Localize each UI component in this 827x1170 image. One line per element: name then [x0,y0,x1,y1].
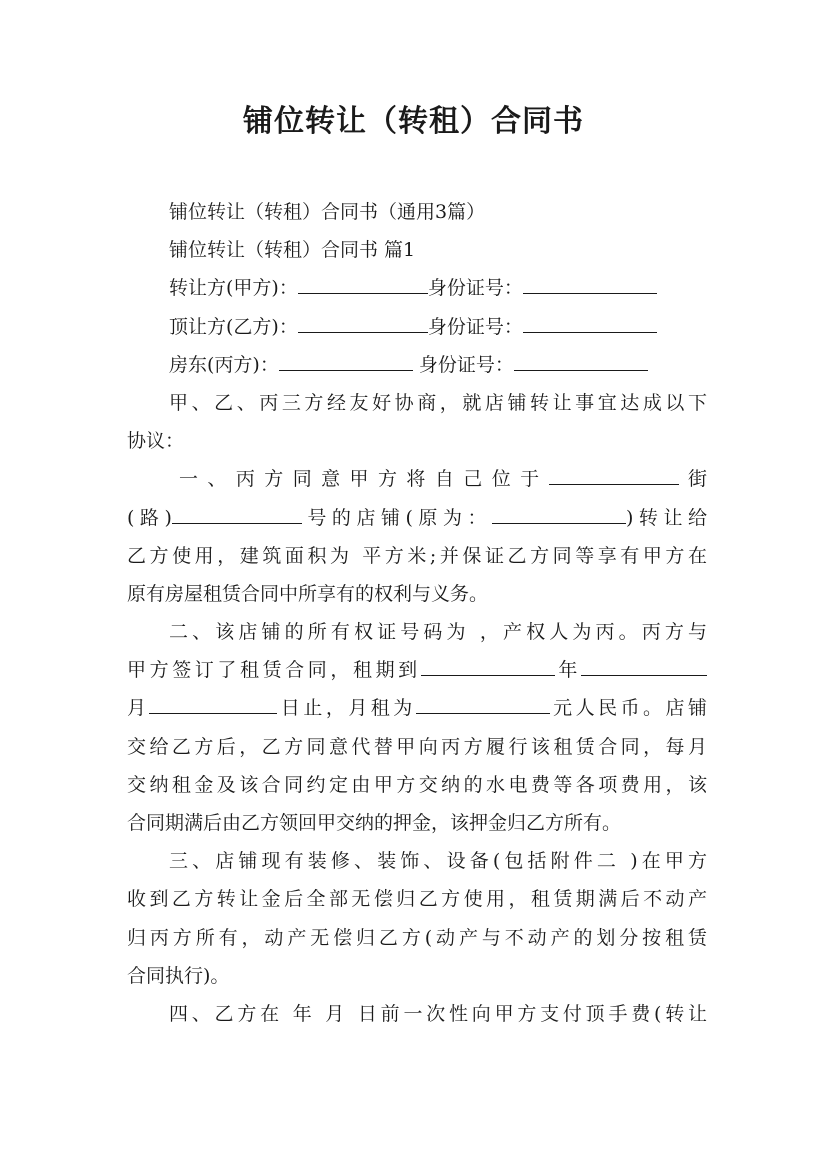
party-c-row [127,346,707,384]
party-a-row [127,269,707,307]
document-subtitle: 铺位转让（转租）合同书（通用3篇） [169,201,486,223]
party-a-id-label: 身份证号： [427,277,523,300]
intro-paragraph-line: 甲、乙、丙三方经友好协商，就店铺转让事宜达成以下 [169,391,707,414]
clause-2-month-label: 月 [127,697,150,720]
clause-3-line-3: 归丙方所有，动产无偿归乙方(动产与不动产的划分按租赁 [127,926,707,949]
monthly-rent-blank [416,695,550,714]
clause-2-line-3 [127,689,707,727]
party-c-label: 房东(丙方)： [169,353,279,376]
clause-3-line-1: 三、店铺现有装修、装饰、设备(包括附件二 )在甲方 [169,850,707,873]
clause-2-line-5: 交纳租金及该合同约定由甲方交纳的水电费等各项费用，该 [127,773,707,796]
lease-month-blank [581,657,707,676]
clause-1-text-b: 街 [678,468,707,491]
clause-2-lease-label: 甲方签订了租赁合同，租期到 [127,659,421,682]
clause-1-line-3: 乙方使用，建筑面积为 平方米;并保证乙方同等享有甲方在 [127,544,707,567]
clause-3-line-4: 合同执行)。 [127,964,230,987]
party-b-id-blank [523,314,657,333]
clause-2-rent-label: 日止，月租为 [277,697,416,720]
clause-1-road-label: (路) [127,506,172,529]
lease-day-blank [149,695,277,714]
party-a-label: 转让方(甲方)： [169,277,298,300]
party-b-label: 顶让方(乙方)： [169,315,298,338]
party-b-name-blank [298,314,428,333]
clause-1-line-1 [127,460,707,498]
clause-3-line-2: 收到乙方转让金后全部无偿归乙方使用，租赁期满后不动产 [127,888,707,911]
clause-1-text-a: 一、丙方同意甲方将自己位于 [179,468,549,491]
clause-2-line-6: 合同期满后由乙方领回甲交纳的押金，该押金归乙方所有。 [127,812,622,834]
party-a-id-blank [523,275,657,294]
clause-1-line-4: 原有房屋租赁合同中所享有的权利与义务。 [127,582,489,605]
part-heading: 铺位转让（转租）合同书 篇1 [169,239,416,262]
clause-2-line-4: 交给乙方后，乙方同意代替甲向丙方履行该租赁合同，每月 [127,735,707,758]
party-b-id-label: 身份证号： [427,315,523,338]
clause-4-line-1: 四、乙方在 年 月 日前一次性向甲方支付顶手费(转让 [169,1002,707,1025]
clause-2-line-1: 二、该店铺的所有权证号码为 ，产权人为丙。丙方与 [169,621,707,644]
clause-2-line-2 [127,651,707,689]
street-blank [549,466,679,485]
party-c-id-blank [514,352,648,371]
document-body [127,193,707,1033]
party-b-row [127,308,707,346]
number-blank [172,505,302,524]
clause-1-transfer-label: )转让给 [626,506,707,529]
party-c-id-label: 身份证号： [418,353,514,376]
document-title: 铺位转让（转租）合同书 [243,104,584,139]
party-c-name-blank [279,352,413,371]
intro-paragraph-end: 协议： [127,430,185,453]
clause-2-year-label: 年 [554,659,581,682]
clause-1-line-2 [127,499,707,537]
party-a-name-blank [298,275,428,294]
clause-1-shop-label: 号的店铺(原为： [301,506,492,529]
lease-year-blank [421,657,555,676]
clause-2-currency-label: 元人民币。店铺 [549,697,707,720]
original-use-blank [492,505,626,524]
